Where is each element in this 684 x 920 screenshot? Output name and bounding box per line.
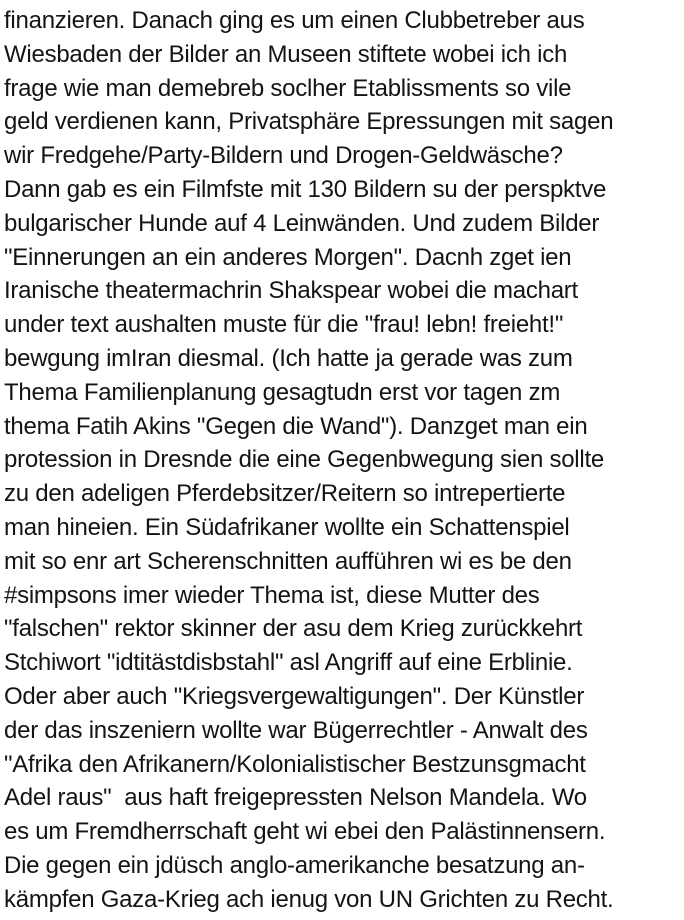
text-line: under text aushalten muste für die "frau! lebn! freieht!" <box>4 311 564 339</box>
text-line: zu den adeligen Pferdebsitzer/Reitern so intrepertierte <box>4 480 566 508</box>
text-line: mit so enr art Scherenschnitten aufführen wi es be den <box>4 547 572 575</box>
text-line: Stchiwort "idtitästdisbstahl" asl Angriff auf eine Erblinie. <box>4 649 573 677</box>
text-line: #simpsons imer wieder Thema ist, diese Mutter des <box>4 581 540 609</box>
text-line: man hineien. Ein Südafrikaner wollte ein Schattenspiel <box>4 513 570 541</box>
text-line: Iranische theatermachrin Shakspear wobei die machart <box>4 277 578 305</box>
text-line: "Einnerungen an ein anderes Morgen". Dacnh zget ien <box>4 243 572 271</box>
text-line: kämpfen Gaza-Krieg ach ienug von UN Grichten zu Recht. <box>4 885 614 913</box>
text-line: geld verdienen kann, Privatsphäre Epressungen mit sagen <box>4 108 614 136</box>
text-line: "Afrika den Afrikanern/Kolonialistischer Bestzunsgmacht <box>4 750 586 778</box>
text-line: protession in Dresnde die eine Gegenbwegung sien sollte <box>4 446 604 474</box>
text-line: finanzieren. Danach ging es um einen Clubbetreber aus <box>4 7 585 34</box>
text-line: frage wie man demebreb soclher Etablissments so vile <box>4 74 572 102</box>
text-line: der das inszeniern wollte war Bügerrechtler - Anwalt des <box>4 716 588 744</box>
text-line: thema Fatih Akins "Gegen die Wand"). Danzget man ein <box>4 412 588 440</box>
body-text <box>4 4 684 917</box>
text-line: bewgung imIran diesmal. (Ich hatte ja gerade was zum <box>4 344 573 372</box>
text-line: Die gegen ein jdüsch anglo-amerikanche besatzung an- <box>4 851 585 879</box>
text-line: Wiesbaden der Bilder an Museen stiftete wobei ich ich <box>4 40 568 68</box>
text-line: Dann gab es ein Filmfste mit 130 Bildern su der perspktve <box>4 175 607 203</box>
text-line: Adel raus" aus haft freigepressten Nelson Mandela. Wo <box>4 784 587 812</box>
text-line: bulgarischer Hunde auf 4 Leinwänden. Und zudem Bilder <box>4 209 600 237</box>
text-line: wir Fredgehe/Party-Bildern und Drogen-Geldwäsche? <box>4 142 563 170</box>
text-line: "falschen" rektor skinner der asu dem Krieg zurückkehrt <box>4 615 583 643</box>
text-line: Thema Familienplanung gesagtudn erst vor tagen zm <box>4 378 561 406</box>
text-line: es um Fremdherrschaft geht wi ebei den Palästinnensern. <box>4 818 606 846</box>
text-line: Oder aber auch "Kriegsvergewaltigungen". Der Künstler <box>4 682 585 710</box>
